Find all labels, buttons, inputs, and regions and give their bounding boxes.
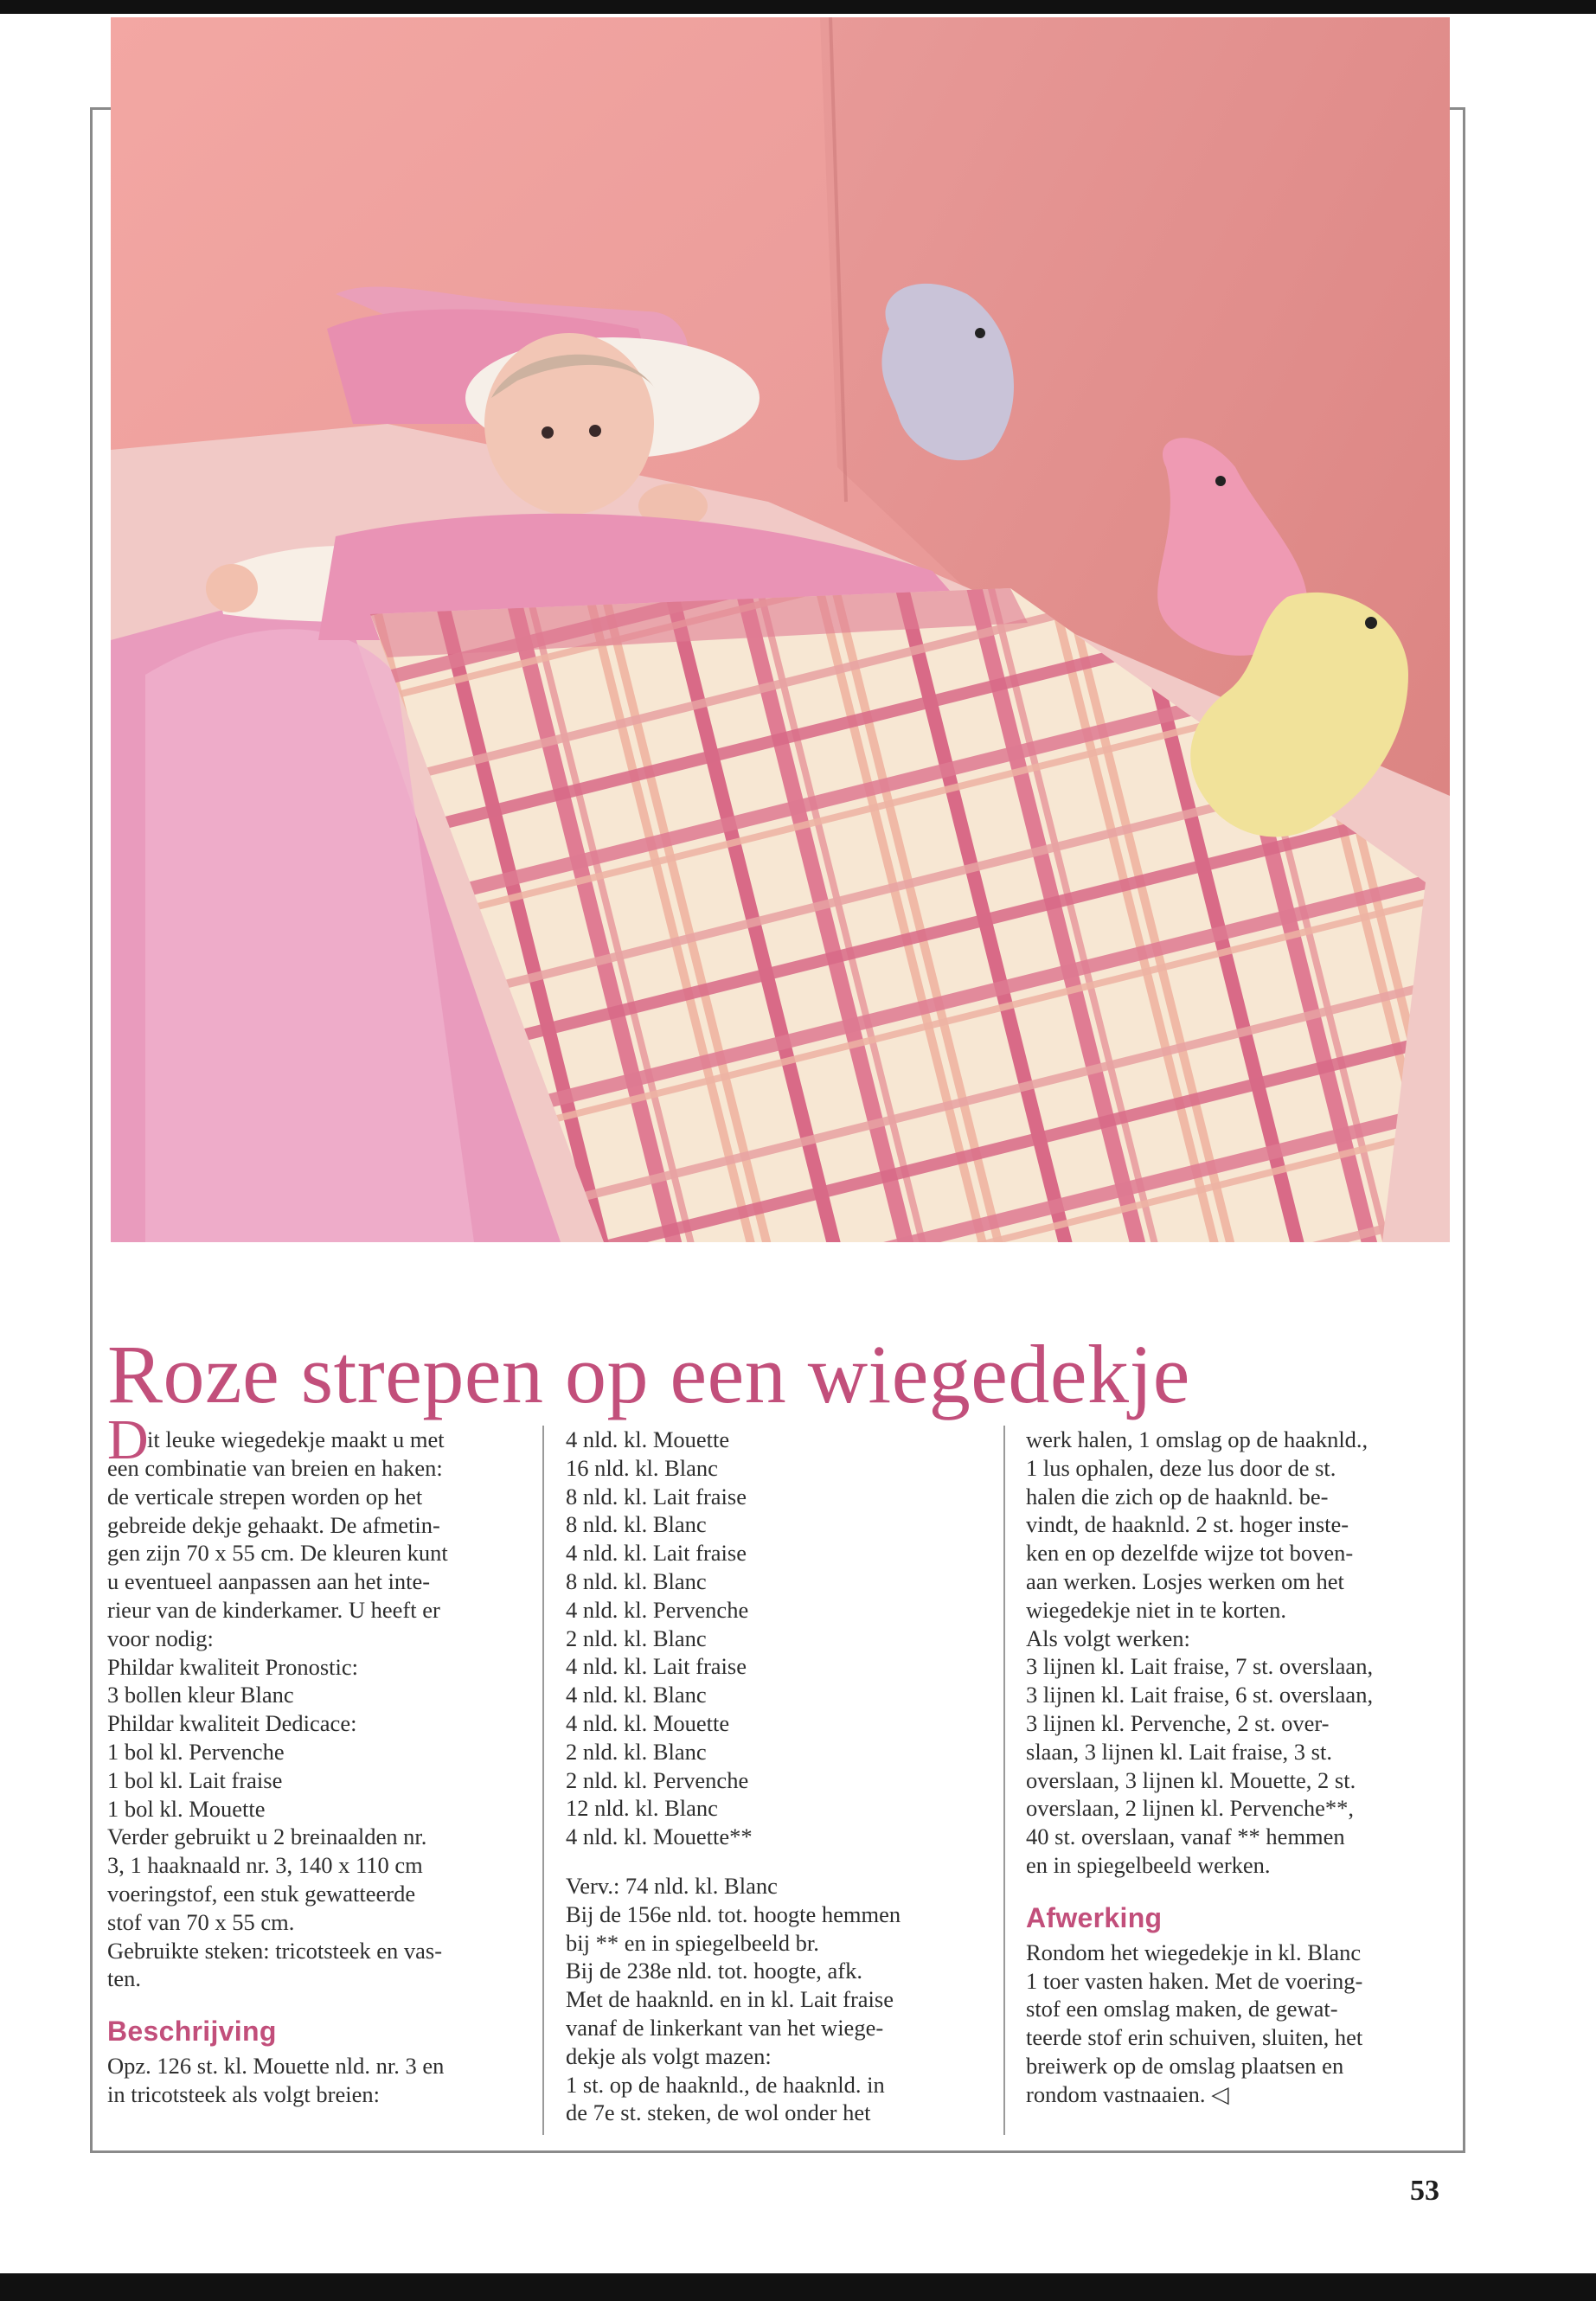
section-heading-afwerking: Afwerking xyxy=(1026,1901,1163,1933)
text-line: 1 bol kl. Pervenche xyxy=(107,1738,285,1765)
text-line: Bij de 238e nld. tot. hoogte, afk. xyxy=(566,1958,862,1984)
pattern-row: 8 nld. kl. Blanc xyxy=(566,1511,707,1538)
text-line: dekje als volgt mazen: xyxy=(566,2042,772,2069)
text-line: 3 lijnen kl. Lait fraise, 7 st. overslaan, xyxy=(1026,1653,1374,1680)
text-line: werk halen, 1 omslag op de haaknld., xyxy=(1026,1426,1368,1452)
text-line: slaan, 3 lijnen kl. Lait fraise, 3 st. xyxy=(1026,1738,1332,1765)
text-line: overslaan, 3 lijnen kl. Mouette, 2 st. xyxy=(1026,1766,1356,1793)
article-title: Roze strepen op een wiegedekje xyxy=(107,1328,1190,1421)
text-line: 1 bol kl. Lait fraise xyxy=(107,1766,283,1793)
text-line: ken en op dezelfde wijze tot boven- xyxy=(1026,1540,1354,1567)
pattern-row: 4 nld. kl. Lait fraise xyxy=(566,1653,747,1680)
section-heading-beschrijving: Beschrijving xyxy=(107,2016,277,2048)
pattern-row: 4 nld. kl. Lait fraise xyxy=(566,1540,747,1567)
text-column-2 xyxy=(566,1426,988,2127)
text-line: rieur van de kinderkamer. U heeft er xyxy=(107,1596,440,1623)
text-line: 40 st. overslaan, vanaf ** hemmen xyxy=(1026,1823,1345,1850)
text-line: aan werken. Losjes werken om het xyxy=(1026,1567,1344,1594)
pattern-row: 8 nld. kl. Blanc xyxy=(566,1567,707,1594)
text-column-1 xyxy=(107,1408,514,2109)
text-line: bij ** en in spiegelbeeld br. xyxy=(566,1929,819,1956)
text-line: Gebruikte steken: tricotsteek en vas- xyxy=(107,1937,443,1964)
text-line: Als volgt werken: xyxy=(1026,1625,1190,1651)
page-frame-bottom xyxy=(90,2150,1465,2153)
pattern-row: 8 nld. kl. Lait fraise xyxy=(566,1483,747,1509)
text-line: stof van 70 x 55 cm. xyxy=(107,1908,295,1935)
text-line: de verticale strepen worden op het xyxy=(107,1483,423,1509)
text-column-3 xyxy=(1026,1426,1441,2109)
text-line: en in spiegelbeeld werken. xyxy=(1026,1851,1271,1878)
text-line: Rondom het wiegedekje in kl. Blanc xyxy=(1026,1939,1362,1965)
baby-crib-photo xyxy=(111,17,1450,1242)
text-line: 1 st. op de haaknld., de haaknld. in xyxy=(566,2071,885,2098)
text-line: de 7e st. steken, de wol onder het xyxy=(566,2099,871,2126)
pattern-row: 4 nld. kl. Mouette** xyxy=(566,1823,753,1850)
text-line: Met de haaknld. en in kl. Lait fraise xyxy=(566,1986,894,2013)
text-line: 3 lijnen kl. Pervenche, 2 st. over- xyxy=(1026,1709,1330,1736)
text-line: 3 lijnen kl. Lait fraise, 6 st. overslaan, xyxy=(1026,1682,1374,1708)
pattern-row: 4 nld. kl. Mouette xyxy=(566,1426,730,1452)
text-line: u eventueel aanpassen aan het inte- xyxy=(107,1568,431,1595)
pattern-row: 2 nld. kl. Pervenche xyxy=(566,1766,749,1793)
pattern-row: 4 nld. kl. Blanc xyxy=(566,1682,707,1708)
pattern-row: 16 nld. kl. Blanc xyxy=(566,1454,718,1481)
scan-border-top xyxy=(0,0,1596,14)
paragraph-gap xyxy=(566,1851,988,1872)
drop-cap: D xyxy=(107,1408,149,1471)
text-line: Phildar kwaliteit Pronostic: xyxy=(107,1653,358,1680)
text-line: Phildar kwaliteit Dedicace: xyxy=(107,1710,357,1737)
text-line: 1 bol kl. Mouette xyxy=(107,1795,266,1822)
text-line: stof een omslag maken, de gewat- xyxy=(1026,1996,1338,2022)
pattern-row: 12 nld. kl. Blanc xyxy=(566,1795,718,1822)
text-line: rondom vastnaaien. ◁ xyxy=(1026,2080,1229,2107)
text-line: gen zijn 70 x 55 cm. De kleuren kunt xyxy=(107,1540,448,1567)
text-line: 3 bollen kleur Blanc xyxy=(107,1682,294,1708)
text-line: in tricotsteek als volgt breien: xyxy=(107,2080,380,2107)
page-number: 53 xyxy=(1410,2175,1439,2207)
text-line: Verder gebruikt u 2 breinaalden nr. xyxy=(107,1823,427,1850)
text-line: Opz. 126 st. kl. Mouette nld. nr. 3 en xyxy=(107,2053,445,2080)
text-line: Bij de 156e nld. tot. hoogte hemmen xyxy=(566,1900,901,1927)
text-line: overslaan, 2 lijnen kl. Pervenche**, xyxy=(1026,1795,1354,1822)
pattern-row: 2 nld. kl. Blanc xyxy=(566,1625,707,1651)
text-line: 3, 1 haaknaald nr. 3, 140 x 110 cm xyxy=(107,1852,423,1879)
text-line: ten. xyxy=(107,1965,141,1992)
text-line: Verv.: 74 nld. kl. Blanc xyxy=(566,1872,778,1899)
text-line: vanaf de linkerkant van het wiege- xyxy=(566,2014,884,2041)
text-line: gebreide dekje gehaakt. De afmetin- xyxy=(107,1511,440,1538)
text-line: 1 lus ophalen, deze lus door de st. xyxy=(1026,1454,1336,1481)
text-line: breiwerk op de omslag plaatsen en xyxy=(1026,2052,1344,2079)
pattern-row: 4 nld. kl. Mouette xyxy=(566,1709,730,1736)
column-divider-1 xyxy=(542,1426,544,2135)
text-line: voeringstof, een stuk gewatteerde xyxy=(107,1880,416,1907)
text-line: een combinatie van breien en haken: xyxy=(107,1455,443,1481)
text-line: teerde stof erin schuiven, sluiten, het xyxy=(1026,2024,1363,2051)
text-line: voor nodig: xyxy=(107,1625,214,1651)
text-line: wiegedekje niet in te korten. xyxy=(1026,1596,1286,1623)
page-frame-right xyxy=(1463,107,1465,2152)
intro-first-line-text: it leuke wiegedekje maakt u met xyxy=(147,1426,445,1452)
scan-border-bottom xyxy=(0,2273,1596,2301)
pattern-row: 2 nld. kl. Blanc xyxy=(566,1738,707,1765)
text-line: 1 toer vasten haken. Met de voering- xyxy=(1026,1967,1363,1994)
column-divider-2 xyxy=(1003,1426,1005,2135)
page-frame-left xyxy=(90,107,93,2152)
text-line: vindt, de haaknld. 2 st. hoger inste- xyxy=(1026,1511,1349,1538)
pattern-row: 4 nld. kl. Pervenche xyxy=(566,1596,749,1623)
text-line: halen die zich op de haaknld. be- xyxy=(1026,1483,1329,1509)
